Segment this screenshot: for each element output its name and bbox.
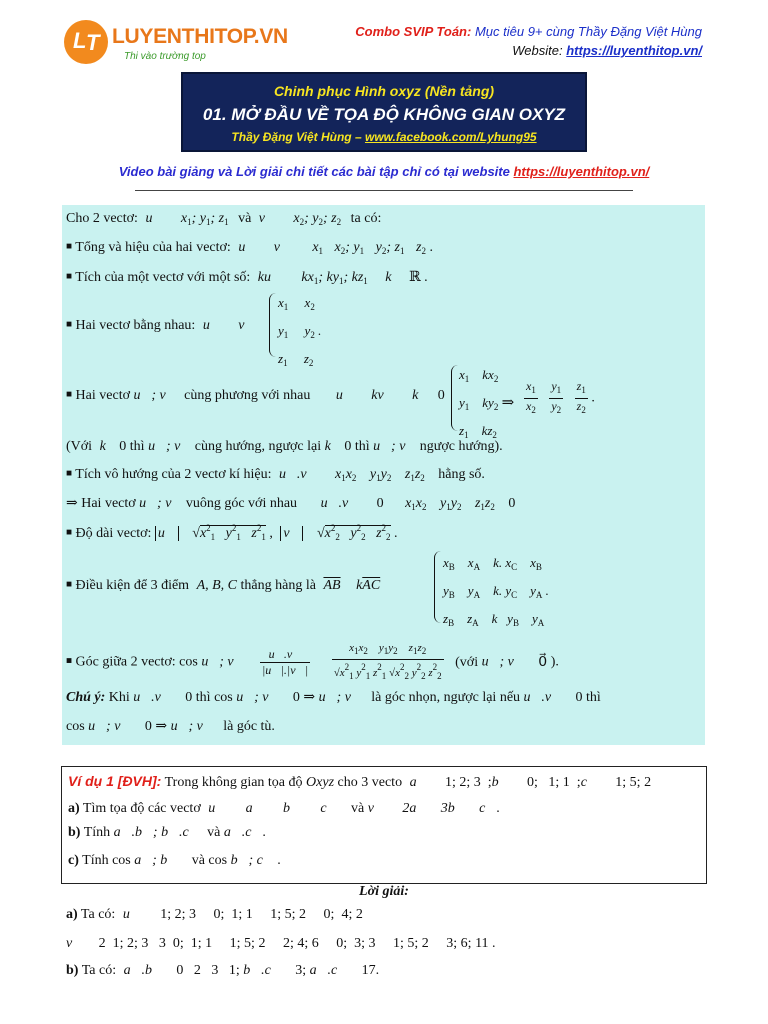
theory-line-11: ■ Góc giữa 2 vectơ: cos u⃗; v⃗ $\frac{u⃗.v⃗}{|u⃗|.|v⃗|}$ $\frac{x_1x_2 y_1y_2 z_1z_2}{√x^2_1 y^2_1 z^2_1 √x^2_2 y^2_2 z^2_2}$ (với u⃗; v⃗ 0⃗ ).: [66, 642, 559, 681]
note-label: Chú ý:: [66, 690, 106, 705]
example-part-b: b) Tính a⃗.b⃗; b⃗.c⃗ và a⃗.c⃗.: [68, 825, 266, 840]
theory-text: Tích của một vectơ với một số:: [75, 270, 251, 285]
theory-text: Khi: [108, 690, 130, 705]
theory-text: thì: [354, 439, 370, 454]
example-part-c: c) Tính cos a⃗; b⃗ và cos b⃗; c⃗ .: [68, 853, 281, 868]
example-text: và cos: [191, 853, 228, 868]
theory-text: Góc giữa 2 vectơ: cos: [75, 654, 198, 670]
collinear-system-brace: [434, 551, 441, 623]
page-header: [0, 0, 768, 70]
theory-box: [62, 205, 705, 745]
part-label: a): [68, 801, 80, 816]
theory-text: là góc tù.: [223, 719, 275, 734]
header-promo: [355, 22, 702, 60]
example-part-a: a) Tìm tọa độ các vectơ u⃗ a⃗ b⃗ c⃗ và v⃗ 2a⃗ 3b⃗ c⃗.: [68, 801, 500, 816]
theory-line-6: (Với k 0 thì u⃗; v⃗ cùng hướng, ngược lại k 0 thì u⃗; v⃗ ngược hướng).: [66, 439, 503, 454]
website-link[interactable]: https://luyenthitop.vn/: [566, 43, 702, 58]
logo-lt-icon: L T: [64, 20, 108, 64]
theory-text: ⇒ Hai vectơ: [66, 496, 136, 511]
theory-text: (Với: [66, 439, 93, 454]
video-note: [0, 164, 768, 179]
theory-text: Hai vectơ bằng nhau:: [75, 318, 196, 333]
example-label: Ví dụ 1 [ĐVH]:: [68, 773, 162, 789]
theory-line-8: ⇒ Hai vectơ u⃗; v⃗ vuông góc với nhau u⃗.v⃗ 0 $x_1x_2$ $y_1y_2$ $z_1z_2$ 0: [66, 496, 516, 512]
theory-line-2: ■ Tổng và hiệu của hai vectơ: u⃗ v⃗ $x_1$ $x_2$; $y_1$ $y_2$; $z_1$ $z_2$ .: [66, 240, 433, 256]
theory-line-1: Cho 2 vectơ: u⃗ $x_1$; $y_1$; $z_1$ và v⃗ $x_2$; $y_2$; $z_2$ ta có:: [66, 211, 382, 227]
solution-line-a: a) Ta có: u⃗ 1; 2; 3 0; 1; 1 1; 5; 2 0; 4; 2: [66, 907, 363, 922]
example-text: cho 3 vecto: [337, 775, 403, 790]
theory-text: thì cos: [195, 690, 233, 705]
series-title: Chinh phục Hình oxyz (Nền tảng): [273, 83, 495, 99]
collinear-system: $x_B$ $x_A$ k. $x_C$ $x_B$ $y_B$ $y_A$ k. $y_C$ $y_A$ . $z_B$ $z_A$ k $y_B$ $y_A$: [443, 555, 549, 628]
theory-line-9: ■ Độ dài vectơ: u⃗ $√x^2_1$ $y^2_1$ $z^2_1$ , v⃗ $√x^2_2$ $y^2_2$ $z^2_2$ .: [66, 523, 398, 542]
example-intro: Ví dụ 1 [ĐVH]: Trong không gian tọa độ Oxyz cho 3 vecto a⃗ 1; 2; 3 ;b⃗ 0; 1; 1 ;c⃗ 1; 5; 2: [68, 773, 652, 790]
theory-text: và: [238, 211, 252, 226]
theory-note-line-1: Chú ý: Khi u⃗.v⃗ 0 thì cos u⃗; v⃗ 0 ⇒ u⃗; v⃗ là góc nhọn, ngược lại nếu u⃗.v⃗ 0 thì: [66, 690, 601, 705]
example-text: và: [207, 825, 221, 840]
solution-text: Ta có:: [81, 963, 117, 978]
logo-name: LUYENTHITOP.VN: [112, 25, 288, 48]
parallel-system-brace: [451, 365, 458, 431]
theory-line-7: ■ Tích vô hướng của 2 vectơ kí hiệu: u⃗.v⃗ $x_1x_2$ $y_1y_2$ $z_1z_2$ hằng số.: [66, 467, 485, 483]
website-label: Website:: [512, 43, 563, 58]
author-facebook-link[interactable]: www.facebook.com/Lyhung95: [364, 130, 537, 144]
solution-text: Ta có:: [80, 907, 116, 922]
solution-line-b: b) Ta có: a⃗.b⃗ 0 2 3 1; b⃗.c⃗ 3; a⃗.c⃗ 17.: [66, 963, 380, 978]
theory-text: vuông góc với nhau: [185, 496, 298, 511]
theory-text: thì: [586, 690, 601, 705]
part-label: a): [66, 907, 78, 922]
theory-text: (với: [455, 654, 479, 670]
combo-label: Combo SVIP Toán:: [355, 24, 472, 39]
example-text: Trong không gian tọa độ: [164, 775, 303, 790]
theory-text: thẳng hàng là: [240, 578, 316, 593]
theory-text: Tích vô hướng của 2 vectơ kí hiệu:: [75, 467, 272, 482]
logo-slogan: Thi vào trường top: [124, 51, 206, 62]
theory-line-3: ■ Tích của một vectơ với một số: ku⃗ $kx_1$; $ky_1$; $kz_1$ k ℝ .: [66, 270, 428, 286]
author-name: Thầy Đặng Việt Hùng –: [231, 130, 365, 144]
parallel-system: $x_1$ $kx_2$ $y_1$ $ky_2$ ⇒ $z_1$ $kz_2$: [459, 367, 515, 440]
divider: [135, 190, 633, 191]
theory-text: Điều kiện để 3 điểm: [75, 578, 190, 593]
lesson-title: 01. MỞ ĐẦU VỀ TỌA ĐỘ KHÔNG GIAN OXYZ: [202, 105, 566, 124]
part-label: c): [68, 853, 79, 868]
video-note-text: Video bài giảng và Lời giải chi tiết các bài tập chỉ có tại website: [118, 164, 514, 179]
theory-text: cùng hướng, ngược lại: [194, 439, 322, 454]
part-label: b): [68, 825, 81, 840]
theory-text: ngược hướng).: [419, 439, 503, 454]
theory-text: là góc nhọn, ngược lại nếu: [371, 690, 521, 705]
theory-text: Tổng và hiệu của hai vectơ:: [75, 240, 231, 255]
site-logo[interactable]: [64, 20, 288, 64]
author-line: [183, 130, 585, 144]
theory-line-10: ■ Điều kiện để 3 điểm A, B, C thẳng hàng là $\overline{AB}$ $k\overline{AC}$: [66, 578, 381, 593]
theory-line-4: ■ Hai vectơ bằng nhau: u⃗ v⃗: [66, 318, 256, 333]
equality-system-brace: [269, 293, 276, 357]
theory-text: Độ dài vectơ:: [75, 526, 152, 541]
example-text: Tìm tọa độ các vectơ: [82, 801, 201, 816]
theory-text: hằng số.: [438, 467, 485, 482]
example-text: Tính cos: [82, 853, 131, 868]
equality-system: $x_1$ $x_2$ $y_1$ $y_2$ . $z_1$ $z_2$: [278, 295, 322, 368]
solution-title: Lời giải:: [359, 884, 409, 899]
example-text: và: [351, 801, 365, 816]
part-label: b): [66, 963, 79, 978]
theory-text: cùng phương với nhau: [184, 388, 311, 403]
theory-text: ta có:: [350, 211, 382, 226]
lesson-title-banner: [181, 72, 587, 152]
combo-target: Mục tiêu 9+ cùng Thầy Đặng Việt Hùng: [474, 24, 702, 39]
theory-line-5: ■ Hai vectơ u⃗; v⃗ cùng phương với nhau u⃗ kv⃗ k 0: [66, 388, 445, 403]
theory-note-line-2: cos u⃗; v⃗ 0 ⇒ u⃗; v⃗ là góc tù.: [66, 719, 275, 734]
example-box: [61, 766, 707, 884]
video-note-link[interactable]: https://luyenthitop.vn/: [513, 164, 650, 179]
theory-text: Cho 2 vectơ:: [66, 211, 138, 226]
solution-line-a2: v⃗ 2 1; 2; 3 3 0; 1; 1 1; 5; 2 2; 4; 6 0; 3; 3 1; 5; 2 3; 6; 11 .: [66, 936, 496, 951]
theory-text: Hai vectơ: [75, 388, 130, 403]
parallel-ratio: $\frac{x_1}{x_2}$ $\frac{y_1}{y_2}$ $\frac{z_1}{z_2}$ .: [526, 379, 595, 415]
example-text: Tính: [83, 825, 111, 840]
theory-text: thì: [129, 439, 145, 454]
